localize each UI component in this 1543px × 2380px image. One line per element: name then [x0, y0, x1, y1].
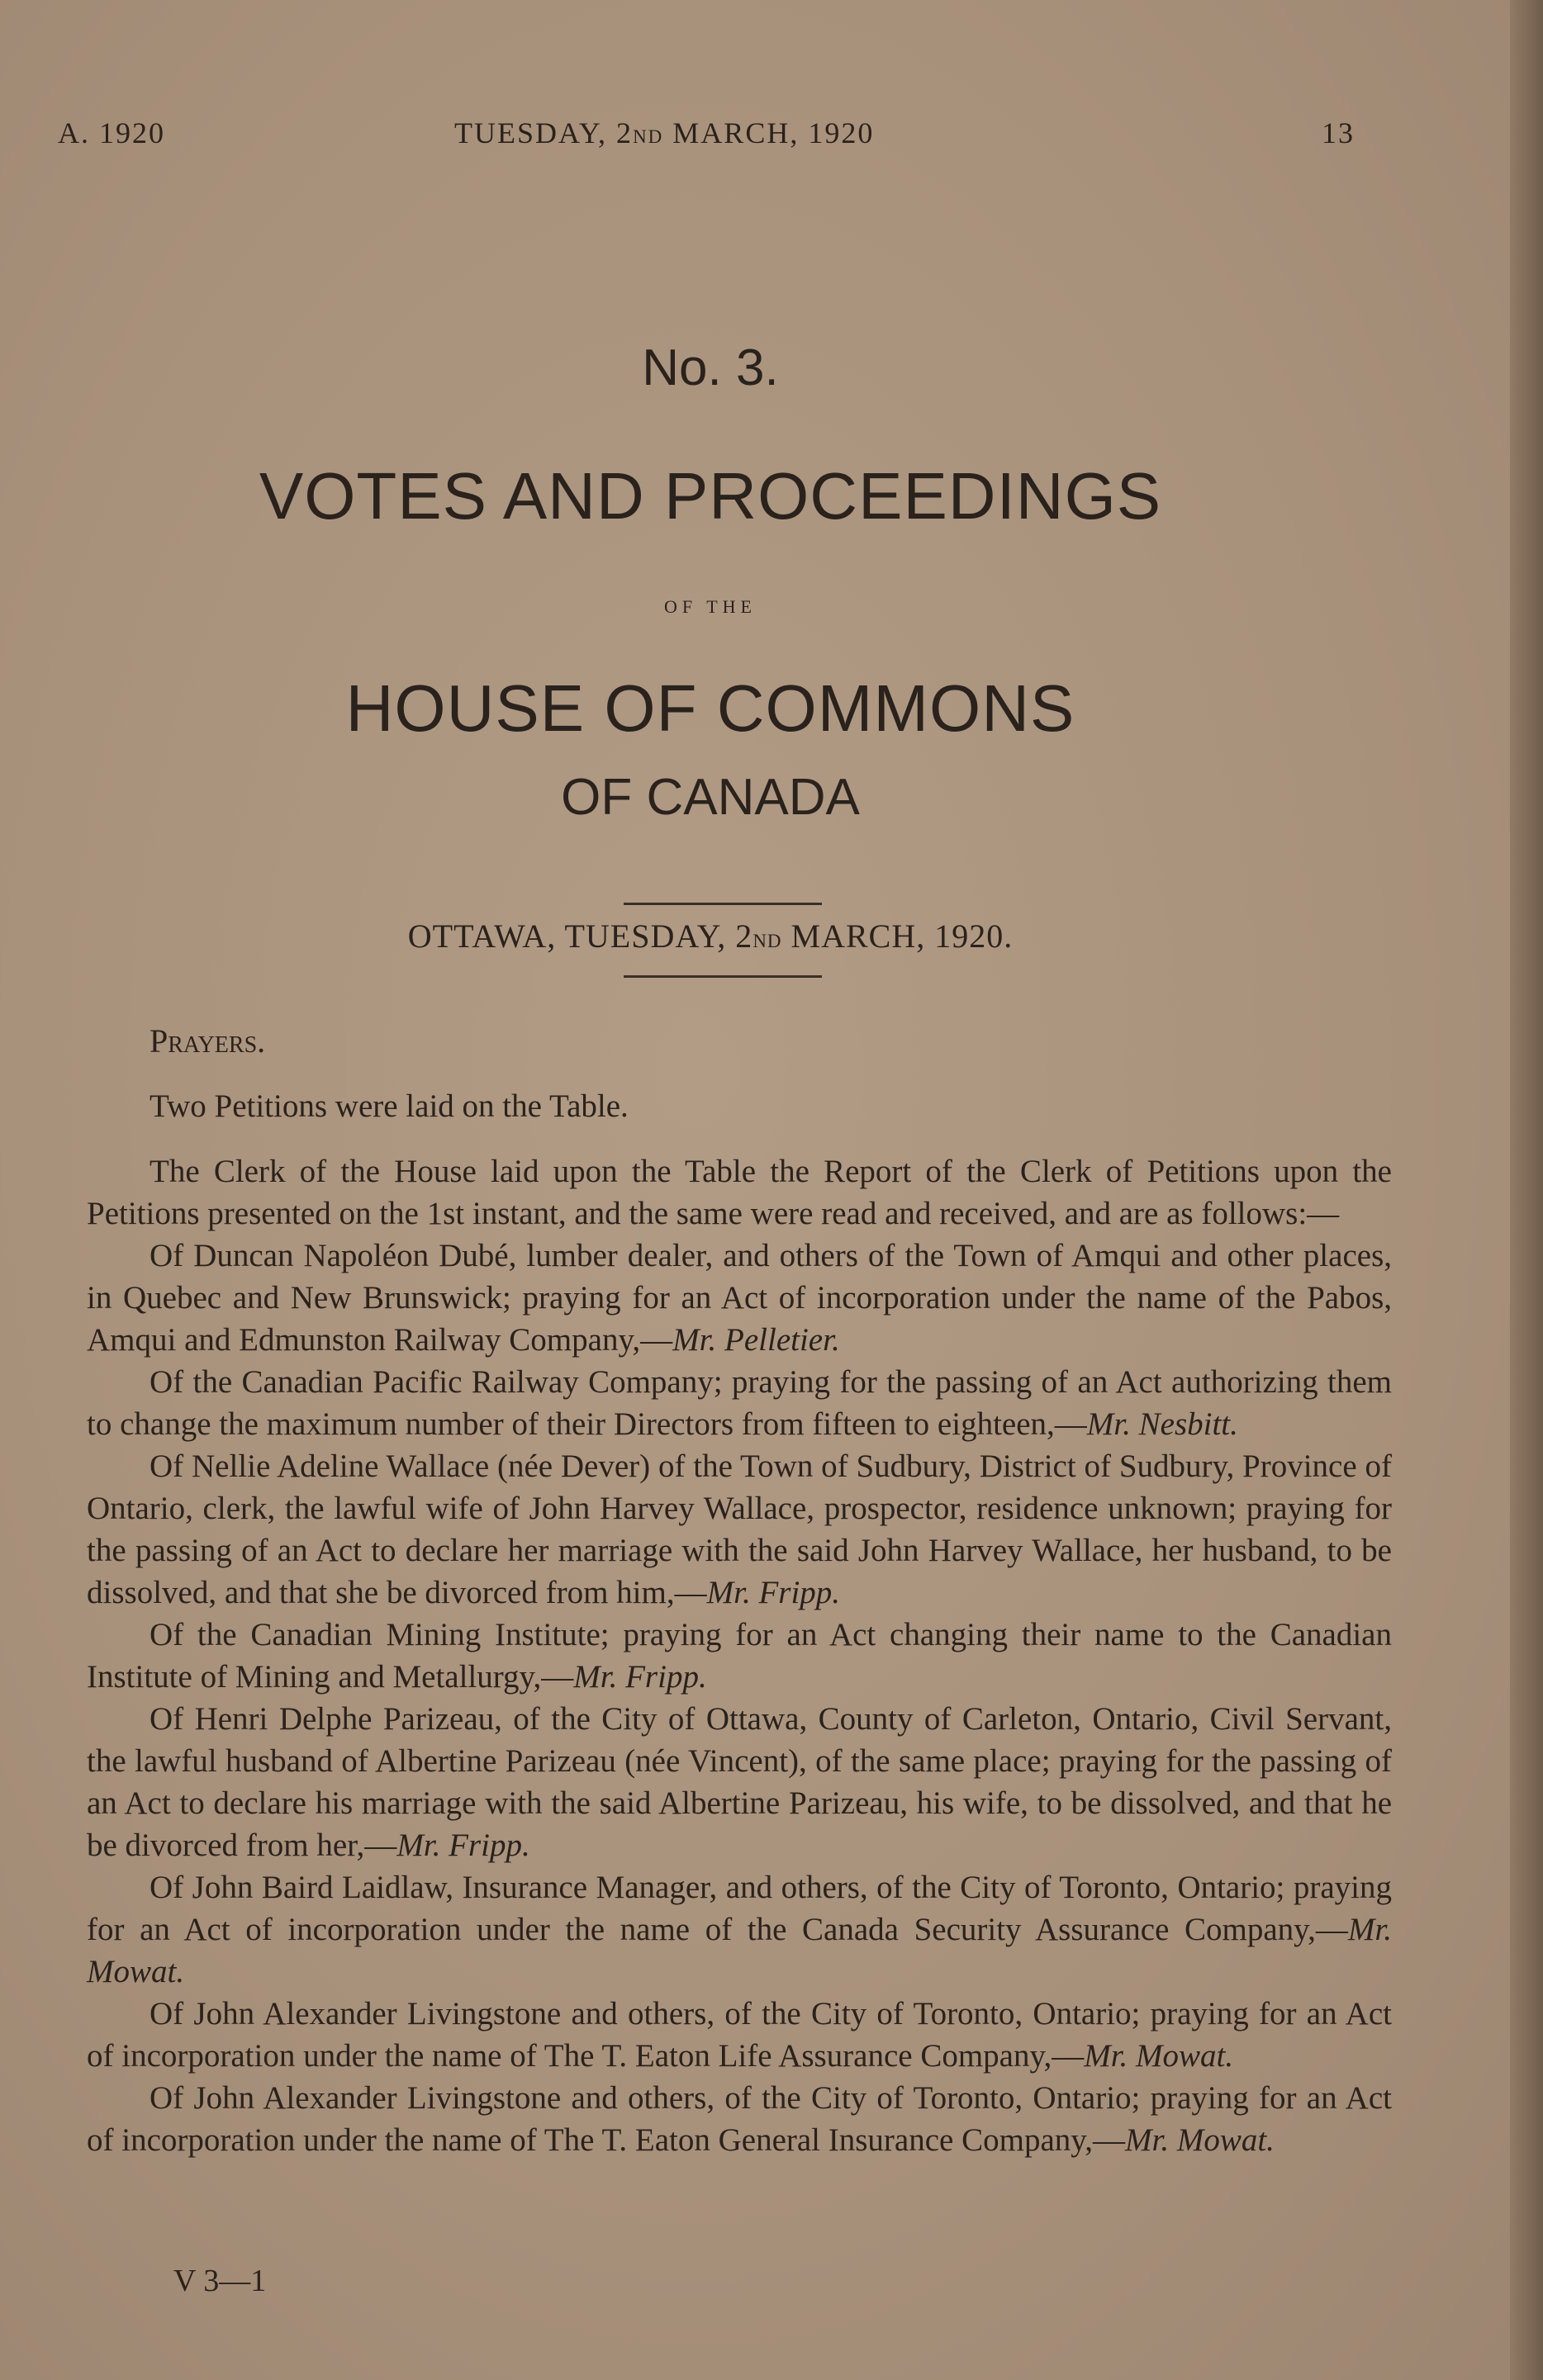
dateline-suffix: ND [753, 931, 782, 951]
petition-mover: Mr. Pelletier. [672, 1322, 840, 1358]
header-date-suffix: ND [633, 126, 664, 147]
book-spine-edge [1510, 0, 1543, 2380]
petition-text: Of Duncan Napoléon Dubé, lumber dealer, and others of the Town of Amqui and other places, in Quebec and New Brunswick; praying for an Act of incorporation under the name of the Pabos, Amqui and Edmunston Railway Company,— [87, 1238, 1392, 1358]
petition-mover: Mr. Mowat. [1084, 2038, 1234, 2074]
petition-text: Of Nellie Adeline Wallace (née Dever) of the Town of Sudbury, District of Sudbury, Province of Ontario, clerk, the lawful wife of John Harvey Wallace, prospector, residence unknown; praying for the passing of an Act to declare her marriage with the said John Harvey Wallace, her husband, to be dissolved, and that she be divorced from him,— [87, 1448, 1392, 1610]
dateline [0, 917, 1421, 955]
prayers-heading: Prayers. [150, 1022, 266, 1060]
petition-item [87, 1993, 1392, 2077]
petition-text: Of John Alexander Livingstone and others, of the City of Toronto, Ontario; praying for an Act of incorporation under the name of The T. Eaton Life Assurance Company,— [87, 1996, 1392, 2074]
issue-number: No. 3. [642, 339, 779, 396]
title-house-of-commons: HOUSE OF COMMONS [345, 671, 1075, 745]
header-session-year: A. 1920 [58, 116, 165, 149]
rule-above-date [624, 903, 822, 905]
petition-item [87, 1698, 1392, 1866]
title-votes-and-proceedings: VOTES AND PROCEEDINGS [259, 459, 1162, 533]
proceedings-body [87, 1020, 1392, 2161]
petition-mover: Mr. Mowat. [1124, 2122, 1275, 2158]
petitions-laid-paragraph: Two Petitions were laid on the Table. [150, 1088, 629, 1124]
rule-below-date [624, 975, 822, 978]
petition-text: Of Henri Delphe Parizeau, of the City of Ottawa, County of Carleton, Ontario, Civil Servant, the lawful husband of Albertine Parizeau (née Vincent), of the same place; praying for the passing of an Act to declare his marriage with the said Albertine Parizeau, his wife, to be dissolved, and that he be divorced from her,— [87, 1701, 1392, 1863]
header-date [454, 116, 874, 150]
dateline-post: MARCH, 1920. [781, 917, 1014, 955]
petition-item [87, 1445, 1392, 1614]
petition-text: Of the Canadian Mining Institute; praying for an Act changing their name to the Canadian Institute of Mining and Metallurgy,— [87, 1617, 1392, 1695]
report-intro-paragraph: The Clerk of the House laid upon the Table the Report of the Clerk of Petitions upon the Petitions presented on the 1st instant, and the same were read and received, and are as follows:— [87, 1154, 1392, 1231]
petition-item [87, 1361, 1392, 1445]
petition-text: Of John Baird Laidlaw, Insurance Manager, and others, of the City of Toronto, Ontario; praying for an Act of incorporation under the name of the Canada Security Assurance Company,— [87, 1870, 1392, 1947]
petition-mover: Mr. Mowat. [87, 1912, 1392, 1989]
petition-item [87, 1235, 1392, 1361]
petition-list [87, 1235, 1392, 2161]
petition-mover: Mr. Fripp. [396, 1828, 530, 1863]
title-of-canada: OF CANADA [561, 769, 860, 826]
header-date-pre: TUESDAY, 2 [454, 116, 634, 149]
printer-signature-mark: V 3—1 [173, 2264, 267, 2298]
petition-mover: Mr. Fripp. [573, 1659, 707, 1695]
petition-item [87, 2077, 1392, 2161]
petition-item [87, 1866, 1392, 1993]
title-of-the: OF THE [664, 596, 757, 617]
petition-text: Of John Alexander Livingstone and others, of the City of Toronto, Ontario; praying for an Act of incorporation under the name of The T. Eaton General Insurance Company,— [87, 2080, 1392, 2158]
petition-text: Of the Canadian Pacific Railway Company; praying for the passing of an Act authorizing them to change the maximum number of their Directors from fifteen to eighteen,— [87, 1364, 1392, 1442]
header-date-post: MARCH, 1920 [663, 116, 875, 149]
page-number: 13 [1322, 116, 1355, 149]
dateline-pre: OTTAWA, TUESDAY, 2 [407, 917, 753, 955]
petition-item [87, 1614, 1392, 1698]
petition-mover: Mr. Nesbitt. [1086, 1406, 1238, 1442]
petition-mover: Mr. Fripp. [706, 1575, 841, 1610]
